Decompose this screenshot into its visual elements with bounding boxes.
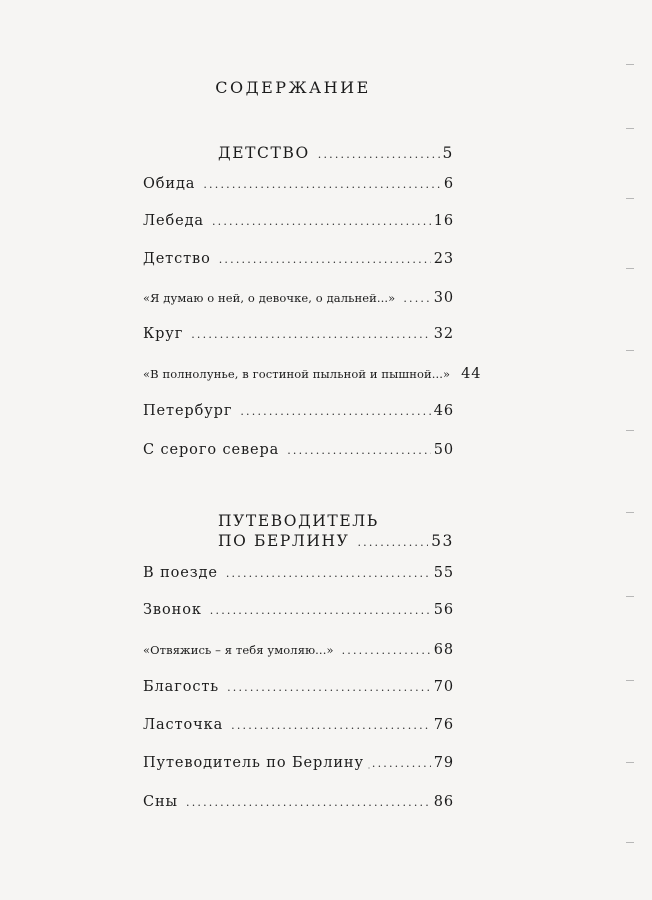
section-heading-text: ПО БЕРЛИНУ — [218, 532, 350, 550]
page-title: СОДЕРЖАНИЕ — [215, 78, 371, 97]
dot-leader — [212, 212, 431, 232]
section-heading-detstvo — [218, 143, 454, 165]
page-number: 46 — [433, 403, 454, 419]
entry-title: Петербург — [143, 403, 233, 419]
page-edge-mark — [626, 128, 634, 129]
toc-entry — [143, 249, 454, 270]
paper-speck — [368, 767, 370, 769]
toc-entry — [143, 324, 454, 345]
dot-leader — [287, 441, 431, 461]
page-edge-mark — [626, 680, 634, 681]
toc-entry — [143, 401, 454, 422]
dot-leader — [186, 793, 431, 813]
entry-title: Обида — [143, 176, 196, 192]
entry-title: Путеводитель по Берлину — [143, 755, 364, 771]
entry-title: Звонок — [143, 602, 202, 618]
page-number: 6 — [443, 176, 454, 192]
dot-leader — [203, 175, 441, 195]
entry-title: Благость — [143, 679, 220, 695]
dot-leader — [210, 601, 431, 621]
dot-leader — [226, 564, 431, 584]
toc-entry — [143, 364, 482, 385]
dot-leader — [342, 641, 431, 661]
page-number: 76 — [433, 717, 454, 733]
section-heading-putevoditel — [218, 511, 454, 553]
toc-entry — [143, 753, 454, 774]
dot-leader — [191, 325, 431, 345]
toc-entry — [143, 600, 454, 621]
entry-title: «Я думаю о ней, о девочке, о дальней...» — [143, 291, 396, 305]
page-edge-mark — [626, 512, 634, 513]
section-heading-text: ПУТЕВОДИТЕЛЬ — [218, 512, 379, 530]
entry-title: «Отвяжись – я тебя умоляю...» — [143, 643, 334, 657]
page-number: 32 — [433, 326, 454, 342]
page-edge-mark — [626, 430, 634, 431]
page-edge-mark — [626, 350, 634, 351]
page-edge-mark — [626, 268, 634, 269]
toc-entry — [143, 440, 454, 461]
section-heading-text: ДЕТСТВО — [218, 144, 310, 162]
entry-title: Детство — [143, 251, 211, 267]
entry-title: Ласточка — [143, 717, 224, 733]
page-number: 23 — [433, 251, 454, 267]
page-number: 44 — [461, 366, 482, 382]
dot-leader — [231, 716, 431, 736]
page-edge-mark — [626, 596, 634, 597]
toc-entry — [143, 288, 454, 309]
dot-leader — [219, 250, 431, 270]
dot-leader — [403, 289, 430, 309]
dot-leader — [227, 678, 431, 698]
page-edge-mark — [626, 64, 634, 65]
page-edge-mark — [626, 842, 634, 843]
toc-entry — [143, 563, 454, 584]
entry-title: Лебеда — [143, 213, 204, 229]
page-number: 30 — [433, 290, 454, 306]
entry-title: Круг — [143, 326, 184, 342]
toc-entry — [143, 211, 454, 232]
page-number: 70 — [433, 679, 454, 695]
entry-title: В поезде — [143, 565, 218, 581]
page-edge-mark — [626, 198, 634, 199]
toc-entry — [143, 715, 454, 736]
page-number: 79 — [433, 755, 454, 771]
page-number: 50 — [433, 442, 454, 458]
entry-title: Сны — [143, 794, 178, 810]
dot-leader — [240, 402, 430, 422]
toc-entry — [143, 640, 454, 661]
dot-leader — [372, 754, 431, 774]
toc-entry — [143, 174, 454, 195]
page-number: 86 — [433, 794, 454, 810]
page-number: 16 — [433, 213, 454, 229]
page-number: 68 — [433, 642, 454, 658]
page-number: 5 — [442, 144, 454, 162]
page-number: 55 — [433, 565, 454, 581]
toc-entry — [143, 792, 454, 813]
entry-title: «В полнолунье, в гостиной пыльной и пышной...» — [143, 367, 451, 381]
page-edge-mark — [626, 762, 634, 763]
entry-title: С серого севера — [143, 442, 280, 458]
page-number: 53 — [431, 532, 454, 550]
dot-leader — [318, 145, 440, 165]
toc-entry — [143, 677, 454, 698]
page-number: 56 — [433, 602, 454, 618]
dot-leader — [357, 533, 428, 553]
